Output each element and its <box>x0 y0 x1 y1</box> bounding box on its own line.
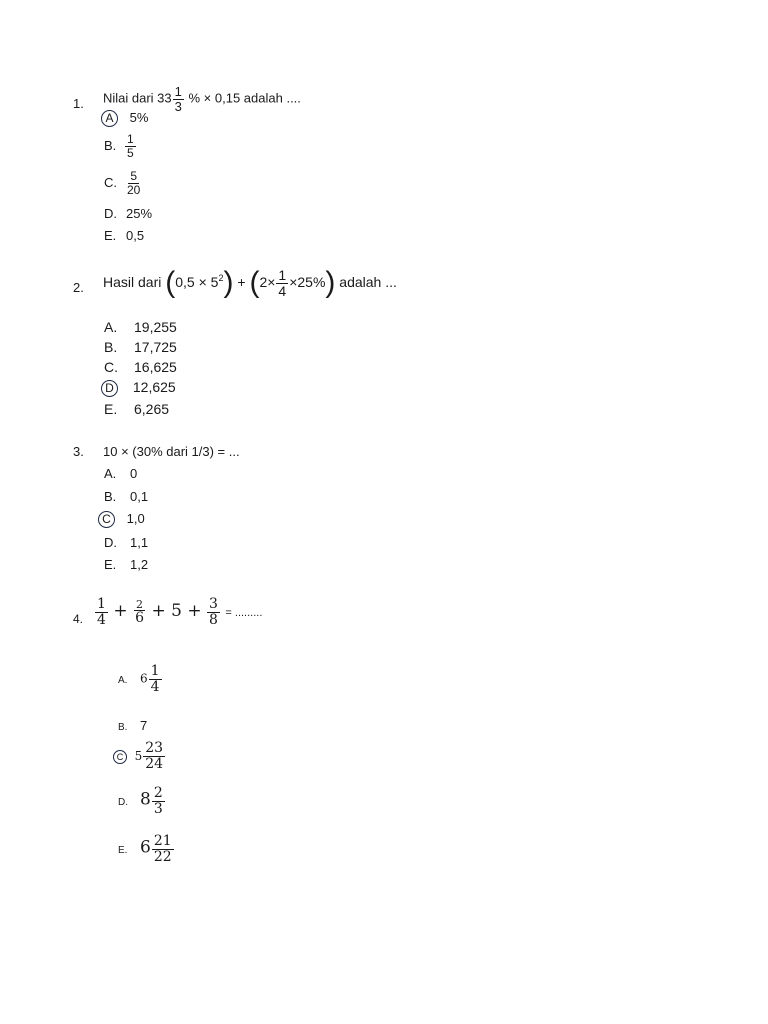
q1-option-a[interactable] <box>104 110 148 127</box>
q4-option-d-whole: 8 <box>140 789 151 810</box>
q4-plus-5-plus: + 5 + <box>151 601 202 622</box>
q1-prompt-prefix: Nilai dari 33 <box>103 90 172 106</box>
q4-option-b-letter: B. <box>118 722 128 733</box>
q1-option-a-text: 5% <box>129 110 149 125</box>
q2-option-a-text: 19,255 <box>134 319 177 335</box>
q4-plus-1: + <box>113 601 128 622</box>
q4-equals: = ......... <box>225 607 263 620</box>
q3-option-b-text: 0,1 <box>130 489 149 504</box>
q2-expr-part1: 0,5 × 5 <box>175 273 219 290</box>
q4-option-a-letter: A. <box>118 674 128 686</box>
q4-option-b[interactable] <box>118 718 147 733</box>
q2-expr-exponent: 2 <box>218 273 224 284</box>
q4-fraction-1: $\frac{1}{4}$ <box>97 596 106 628</box>
q2-paren-close-2: ) <box>325 266 336 300</box>
q1-option-c[interactable] <box>104 170 143 196</box>
q1-option-e-letter: E. <box>104 228 117 243</box>
q3-option-c-selected-circle: C <box>98 511 115 528</box>
q1-prompt-fraction: $\frac{1}{3}$ <box>174 84 182 114</box>
q4-option-d-letter: D. <box>118 796 128 808</box>
q3-option-a-text: 0 <box>130 466 138 481</box>
q4-option-a[interactable] <box>118 664 163 694</box>
q3-option-d[interactable] <box>104 535 148 550</box>
q2-option-c-letter: C. <box>104 359 118 375</box>
q3-option-a-letter: A. <box>104 466 117 481</box>
q4-option-e[interactable] <box>118 834 175 864</box>
q4-option-c-fraction: $\frac{23}{24}$ <box>145 740 164 772</box>
question-4-prompt <box>94 597 262 627</box>
q2-option-c[interactable] <box>104 359 177 375</box>
q1-option-b[interactable] <box>104 133 137 159</box>
q2-paren-open-1: ( <box>165 266 176 300</box>
q2-option-b[interactable] <box>104 339 177 355</box>
q1-option-d[interactable] <box>104 206 152 221</box>
q4-option-a-whole: 6 <box>140 671 148 686</box>
q2-option-d-text: 12,625 <box>132 379 176 395</box>
q2-option-d[interactable] <box>104 379 176 397</box>
q4-option-e-letter: E. <box>118 844 128 856</box>
q3-option-e-letter: E. <box>104 557 117 572</box>
q1-option-d-text: 25% <box>126 206 153 221</box>
q1-option-d-letter: D. <box>104 206 117 221</box>
question-3-number: 3. <box>73 444 84 459</box>
q4-option-d[interactable] <box>118 786 166 816</box>
q2-paren-close-1: ) <box>223 266 234 300</box>
q3-option-e-text: 1,2 <box>130 557 149 572</box>
q1-option-e-text: 0,5 <box>126 228 145 243</box>
q2-prompt-prefix: Hasil dari <box>103 273 162 290</box>
q4-fraction-3: $\frac{3}{8}$ <box>209 596 218 628</box>
q4-option-b-text: 7 <box>140 718 148 733</box>
q4-option-e-whole: 6 <box>140 837 151 858</box>
q1-prompt-suffix: % × 0,15 adalah .... <box>188 90 301 106</box>
q2-option-e[interactable] <box>104 401 169 417</box>
q2-option-e-letter: E. <box>104 401 118 417</box>
q2-option-d-selected-circle: D <box>101 380 118 397</box>
q1-option-a-selected-circle: A <box>101 110 118 127</box>
question-2-prompt <box>103 268 397 298</box>
q3-option-d-letter: D. <box>104 535 117 550</box>
q4-option-e-fraction: $\frac{21}{22}$ <box>153 833 172 865</box>
q2-expr-part2a: 2× <box>259 273 276 290</box>
q2-option-e-text: 6,265 <box>134 401 170 417</box>
q2-expr-part2b: ×25% <box>289 273 326 290</box>
q3-option-c[interactable] <box>101 511 145 528</box>
q3-option-d-text: 1,1 <box>130 535 149 550</box>
q2-option-c-text: 16,625 <box>134 359 177 375</box>
q4-option-c-selected-circle: C <box>113 750 127 764</box>
q4-option-d-fraction: $\frac{2}{3}$ <box>153 785 163 817</box>
q2-expr-plus: + <box>237 273 246 290</box>
q1-option-c-letter: C. <box>104 174 117 190</box>
question-1-number: 1. <box>73 96 84 111</box>
q3-option-a[interactable] <box>104 466 137 481</box>
q4-option-c-whole: 5 <box>134 748 143 763</box>
q2-expr-fraction: $\frac{1}{4}$ <box>278 267 287 299</box>
q4-fraction-2: $\frac{2}{6}$ <box>135 597 144 627</box>
q3-option-b[interactable] <box>104 489 148 504</box>
question-4-number: 4. <box>73 612 84 626</box>
q1-option-e[interactable] <box>104 228 144 243</box>
question-3-prompt: 10 × (30% dari 1/3) = ... <box>103 444 240 459</box>
q4-option-c[interactable] <box>116 741 166 771</box>
question-2-number: 2. <box>73 280 84 295</box>
q2-prompt-suffix: adalah ... <box>339 273 397 290</box>
q1-option-b-fraction: $\frac{1}{5}$ <box>127 132 134 160</box>
q2-paren-open-2: ( <box>249 266 260 300</box>
q2-option-a-letter: A. <box>104 319 118 335</box>
q3-option-b-letter: B. <box>104 489 117 504</box>
q3-option-e[interactable] <box>104 557 148 572</box>
q1-option-b-letter: B. <box>104 137 117 153</box>
q2-option-a[interactable] <box>104 319 177 335</box>
q2-option-b-letter: B. <box>104 339 118 355</box>
q2-option-b-text: 17,725 <box>134 339 177 355</box>
q4-option-a-fraction: $\frac{1}{4}$ <box>150 663 160 695</box>
q3-option-c-text: 1,0 <box>126 511 145 526</box>
q1-option-c-fraction: $\frac{5}{20}$ <box>127 169 141 197</box>
